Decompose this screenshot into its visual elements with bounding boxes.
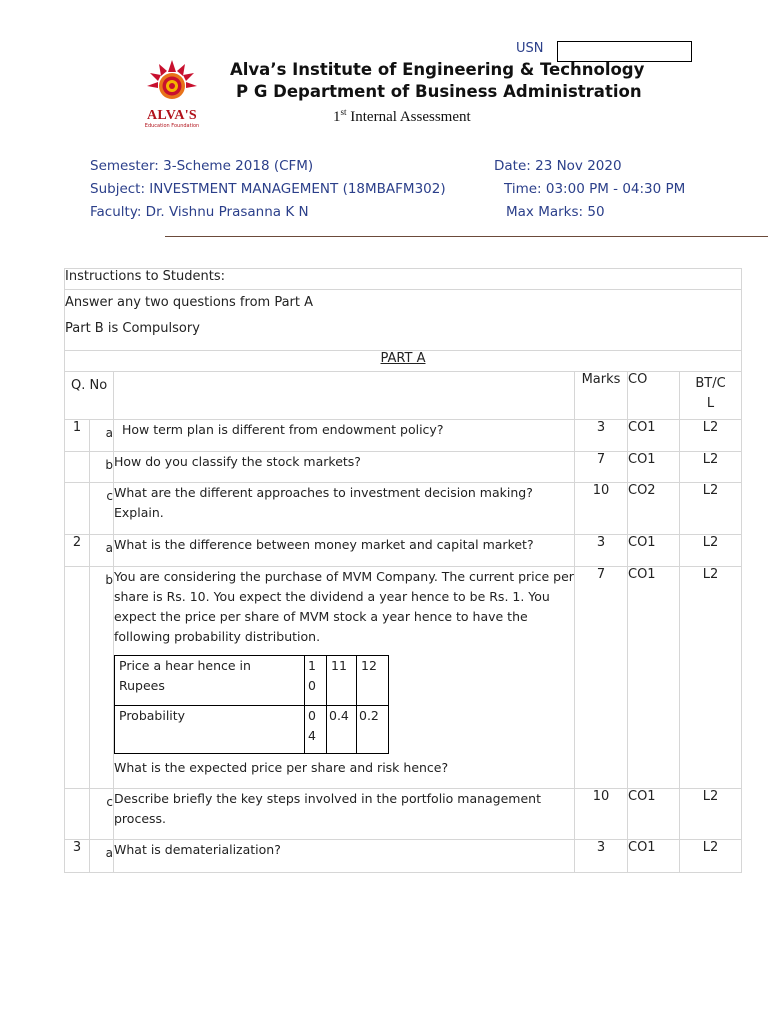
bt-header: BT/C L bbox=[680, 372, 742, 420]
bt-value: L2 bbox=[680, 789, 742, 840]
instructions-row bbox=[65, 269, 742, 290]
sub-question-letter: a bbox=[90, 840, 114, 873]
table-row bbox=[65, 789, 742, 840]
question-cell bbox=[114, 567, 575, 789]
table-row bbox=[65, 567, 742, 789]
co-value: CO1 bbox=[628, 567, 680, 789]
instructions-body-row bbox=[65, 290, 742, 351]
part-a-title-row bbox=[65, 351, 742, 372]
sub-question-letter: b bbox=[90, 567, 114, 789]
co-value: CO1 bbox=[628, 452, 680, 483]
assessment-title bbox=[333, 107, 471, 126]
instructions-heading: Instructions to Students: bbox=[65, 269, 742, 290]
marks-value: 10 bbox=[575, 483, 628, 535]
question-number bbox=[65, 789, 90, 840]
qno-header: Q. No bbox=[65, 372, 114, 420]
assessment-label: Internal Assessment bbox=[346, 109, 471, 125]
marks-value: 7 bbox=[575, 452, 628, 483]
table-row bbox=[65, 483, 742, 535]
marks-value: 10 bbox=[575, 789, 628, 840]
usn-label: USN bbox=[516, 41, 544, 56]
probability-value-2: 0.4 bbox=[327, 706, 357, 754]
co-value: CO1 bbox=[628, 789, 680, 840]
instructions-body bbox=[65, 290, 742, 351]
question-text: What is the difference between money market and capital market? bbox=[114, 535, 575, 567]
table-row bbox=[65, 420, 742, 452]
price-value-2: 11 bbox=[327, 656, 357, 706]
sub-question-letter: a bbox=[90, 420, 114, 452]
logo-wordmark: ALVA'S bbox=[146, 108, 198, 123]
usn-field[interactable] bbox=[557, 41, 692, 62]
department-name: P G Department of Business Administration bbox=[236, 82, 642, 101]
question-text: What is dematerialization? bbox=[114, 840, 575, 873]
table-row bbox=[65, 535, 742, 567]
question-text: What are the different approaches to investment decision making? Explain. bbox=[114, 483, 575, 535]
question-header bbox=[114, 372, 575, 420]
bt-value: L2 bbox=[680, 840, 742, 873]
question-number: 2 bbox=[65, 535, 90, 567]
marks-value: 7 bbox=[575, 567, 628, 789]
assessment-ordinal: st bbox=[340, 107, 347, 117]
bt-value: L2 bbox=[680, 452, 742, 483]
semester-info: Semester: 3-Scheme 2018 (CFM) bbox=[90, 158, 314, 174]
probability-value-1: 0 4 bbox=[305, 706, 327, 754]
header-divider bbox=[165, 236, 768, 237]
question-text: How do you classify the stock markets? bbox=[114, 452, 575, 483]
institute-name: Alva’s Institute of Engineering & Technology bbox=[230, 60, 645, 79]
faculty-info: Faculty: Dr. Vishnu Prasanna K N bbox=[90, 204, 309, 220]
price-value-1: 1 0 bbox=[305, 656, 327, 706]
bt-value: L2 bbox=[680, 567, 742, 789]
probability-label: Probability bbox=[115, 706, 305, 754]
bt-value: L2 bbox=[680, 420, 742, 452]
max-marks-info: Max Marks: 50 bbox=[506, 204, 605, 220]
co-value: CO1 bbox=[628, 840, 680, 873]
header-row bbox=[65, 372, 742, 420]
question-text: How term plan is different from endowment policy? bbox=[114, 420, 575, 452]
instruction-line-2: Part B is Compulsory bbox=[65, 321, 200, 336]
question-followup: What is the expected price per share and risk hence? bbox=[114, 760, 449, 775]
question-number bbox=[65, 452, 90, 483]
time-info: Time: 03:00 PM - 04:30 PM bbox=[504, 181, 686, 197]
logo-subtext: Education Foundation bbox=[144, 123, 200, 129]
sub-question-letter: a bbox=[90, 535, 114, 567]
instruction-line-1: Answer any two questions from Part A bbox=[65, 295, 314, 310]
assessment-number: 1 bbox=[333, 109, 341, 125]
question-text: You are considering the purchase of MVM Company. The current price per share is Rs. 10. You expect the dividend a year hence to be Rs. 1. You expect the price per share of MVM stock a year hence to have the following probability distribution. bbox=[114, 569, 574, 644]
co-value: CO1 bbox=[628, 420, 680, 452]
table-row bbox=[65, 840, 742, 873]
sub-question-letter: c bbox=[90, 483, 114, 535]
question-text: Describe briefly the key steps involved in the portfolio management process. bbox=[114, 789, 575, 840]
marks-value: 3 bbox=[575, 840, 628, 873]
question-number: 1 bbox=[65, 420, 90, 452]
marks-header: Marks bbox=[575, 372, 628, 420]
price-value-3: 12 bbox=[357, 656, 389, 706]
co-value: CO2 bbox=[628, 483, 680, 535]
table-row bbox=[65, 452, 742, 483]
part-a-title-cell bbox=[65, 351, 742, 372]
question-number bbox=[65, 483, 90, 535]
question-table bbox=[64, 268, 742, 873]
bt-value: L2 bbox=[680, 535, 742, 567]
part-a-title: PART A bbox=[380, 351, 426, 366]
subject-info: Subject: INVESTMENT MANAGEMENT (18MBAFM302) bbox=[90, 181, 446, 197]
date-info: Date: 23 Nov 2020 bbox=[494, 158, 622, 174]
probability-row bbox=[115, 706, 389, 754]
co-header: CO bbox=[628, 372, 680, 420]
sub-question-letter: b bbox=[90, 452, 114, 483]
bt-value: L2 bbox=[680, 483, 742, 535]
marks-value: 3 bbox=[575, 420, 628, 452]
price-row bbox=[115, 656, 389, 706]
marks-value: 3 bbox=[575, 535, 628, 567]
question-number bbox=[65, 567, 90, 789]
co-value: CO1 bbox=[628, 535, 680, 567]
sub-question-letter: c bbox=[90, 789, 114, 840]
probability-table bbox=[114, 655, 389, 754]
probability-value-3: 0.2 bbox=[357, 706, 389, 754]
question-number: 3 bbox=[65, 840, 90, 873]
price-label: Price a hear hence in Rupees bbox=[115, 656, 305, 706]
